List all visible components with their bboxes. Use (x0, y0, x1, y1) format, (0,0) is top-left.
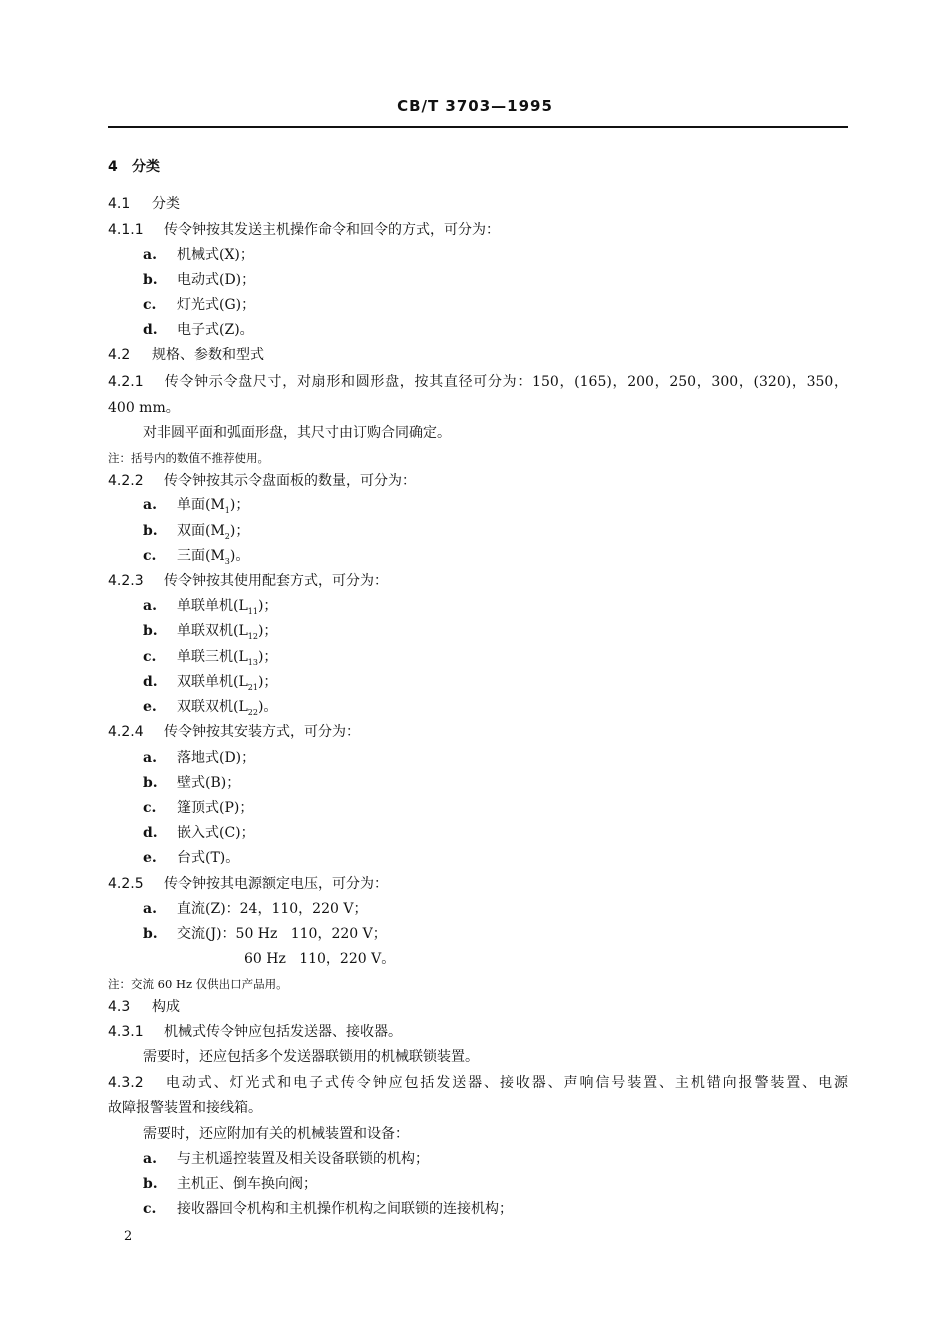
paragraph: 对非圆平面和弧面形盘，其尺寸由订购合同确定。 (143, 425, 451, 441)
header-rule (108, 126, 848, 128)
section-number: 4.1 (108, 196, 131, 212)
clause-continuation: 故障报警装置和接线箱。 (108, 1100, 262, 1116)
note: 注：交流 60 Hz 仅供出口产品用。 (108, 977, 288, 991)
section-title: 构成 (152, 999, 180, 1015)
list-item: b. 双面$(M_2)$； (143, 523, 250, 541)
list-item: a. 单联单机$(L_{11})$； (143, 598, 278, 616)
clause-number: 4.1.1 (108, 222, 144, 238)
document-header-code: CB/T 3703—1995 (397, 97, 553, 115)
list-item: a. 直流(Z)：24，110，220 V； (143, 901, 368, 917)
clause-number: 4.3.1 (108, 1024, 144, 1040)
section-number: 4.3 (108, 999, 131, 1015)
list-item: b. 电动式(D)； (143, 272, 256, 288)
clause-4-2-5 (108, 875, 388, 893)
list-item: b. 单联双机$(L_{12})$； (143, 623, 278, 641)
clause-text: 电动式、灯光式和电子式传令钟应包括发送器、接收器、声响信号装置、主机错向报警装置、电源 (164, 1075, 848, 1091)
list-item: c. 篷顶式(P)； (143, 800, 254, 816)
section-4-2-heading (108, 346, 264, 364)
list-item: c. 灯光式(G)； (143, 297, 256, 313)
clause-text: 传令钟按其示令盘面板的数量，可分为： (164, 473, 416, 489)
list-item: a. 与主机遥控装置及相关设备联锁的机构； (143, 1151, 429, 1167)
clause-number: 4.2.3 (108, 573, 144, 589)
paragraph: 需要时，还应包括多个发送器联锁用的机械联锁装置。 (143, 1049, 479, 1065)
clause-4-2-4 (108, 723, 360, 741)
clause-4-2-3 (108, 572, 388, 590)
list-item: c. 单联三机$(L_{13})$； (143, 649, 278, 667)
paragraph: 需要时，还应附加有关的机械装置和设备： (143, 1126, 409, 1142)
list-item: e. 台式(T)。 (143, 850, 240, 866)
section-number: 4 (108, 159, 118, 175)
clause-text: 传令钟示令盘尺寸，对扇形和圆形盘，按其直径可分为：150，(165)，200，250，300，(320)，350， (164, 374, 848, 390)
clause-number: 4.2.1 (108, 374, 144, 390)
clause-number: 4.2.5 (108, 876, 144, 892)
list-item: e. 双联双机$(L_{22})$。 (143, 699, 278, 717)
clause-4-3-1 (108, 1023, 402, 1041)
clause-4-2-1 (108, 373, 848, 391)
section-4-heading (108, 158, 160, 176)
list-item: d. 电子式(Z)。 (143, 322, 254, 338)
clause-text: 传令钟按其安装方式，可分为： (164, 724, 360, 740)
section-title: 分类 (152, 196, 180, 212)
clause-number: 4.2.2 (108, 473, 144, 489)
clause-number: 4.2.4 (108, 724, 144, 740)
list-item: a. 落地式(D)； (143, 750, 256, 766)
clause-4-2-2 (108, 472, 416, 490)
list-item: b. 交流(J)：50 Hz 110，220 V； (143, 926, 387, 942)
list-item: d. 嵌入式(C)； (143, 825, 255, 841)
list-item: b. 壁式(B)； (143, 775, 241, 791)
section-4-3-heading (108, 998, 180, 1016)
list-item: a. 单面$(M_1)$； (143, 497, 250, 515)
clause-continuation: 400 mm。 (108, 400, 180, 416)
list-item: a. 机械式(X)； (143, 247, 254, 263)
clause-text: 传令钟按其使用配套方式，可分为： (164, 573, 388, 589)
section-title: 规格、参数和型式 (152, 347, 264, 363)
clause-text: 机械式传令钟应包括发送器、接收器。 (164, 1024, 402, 1040)
page-number: 2 (124, 1229, 133, 1244)
list-item: b. 主机正、倒车换向阀； (143, 1176, 317, 1192)
clause-4-1-1 (108, 221, 500, 239)
section-title: 分类 (132, 159, 160, 175)
section-4-1-heading (108, 195, 180, 213)
list-item: c. 三面$(M_3)$。 (143, 548, 250, 566)
clause-number: 4.3.2 (108, 1075, 144, 1091)
clause-text: 传令钟按其电源额定电压，可分为： (164, 876, 388, 892)
section-number: 4.2 (108, 347, 131, 363)
list-item: d. 双联单机$(L_{21})$； (143, 674, 278, 692)
note: 注：括号内的数值不推荐使用。 (108, 451, 269, 465)
list-item-continuation: 60 Hz 110，220 V。 (244, 951, 396, 967)
list-item: c. 接收器回令机构和主机操作机构之间联锁的连接机构； (143, 1201, 513, 1217)
clause-4-3-2 (108, 1074, 848, 1092)
clause-text: 传令钟按其发送主机操作命令和回令的方式，可分为： (164, 222, 500, 238)
